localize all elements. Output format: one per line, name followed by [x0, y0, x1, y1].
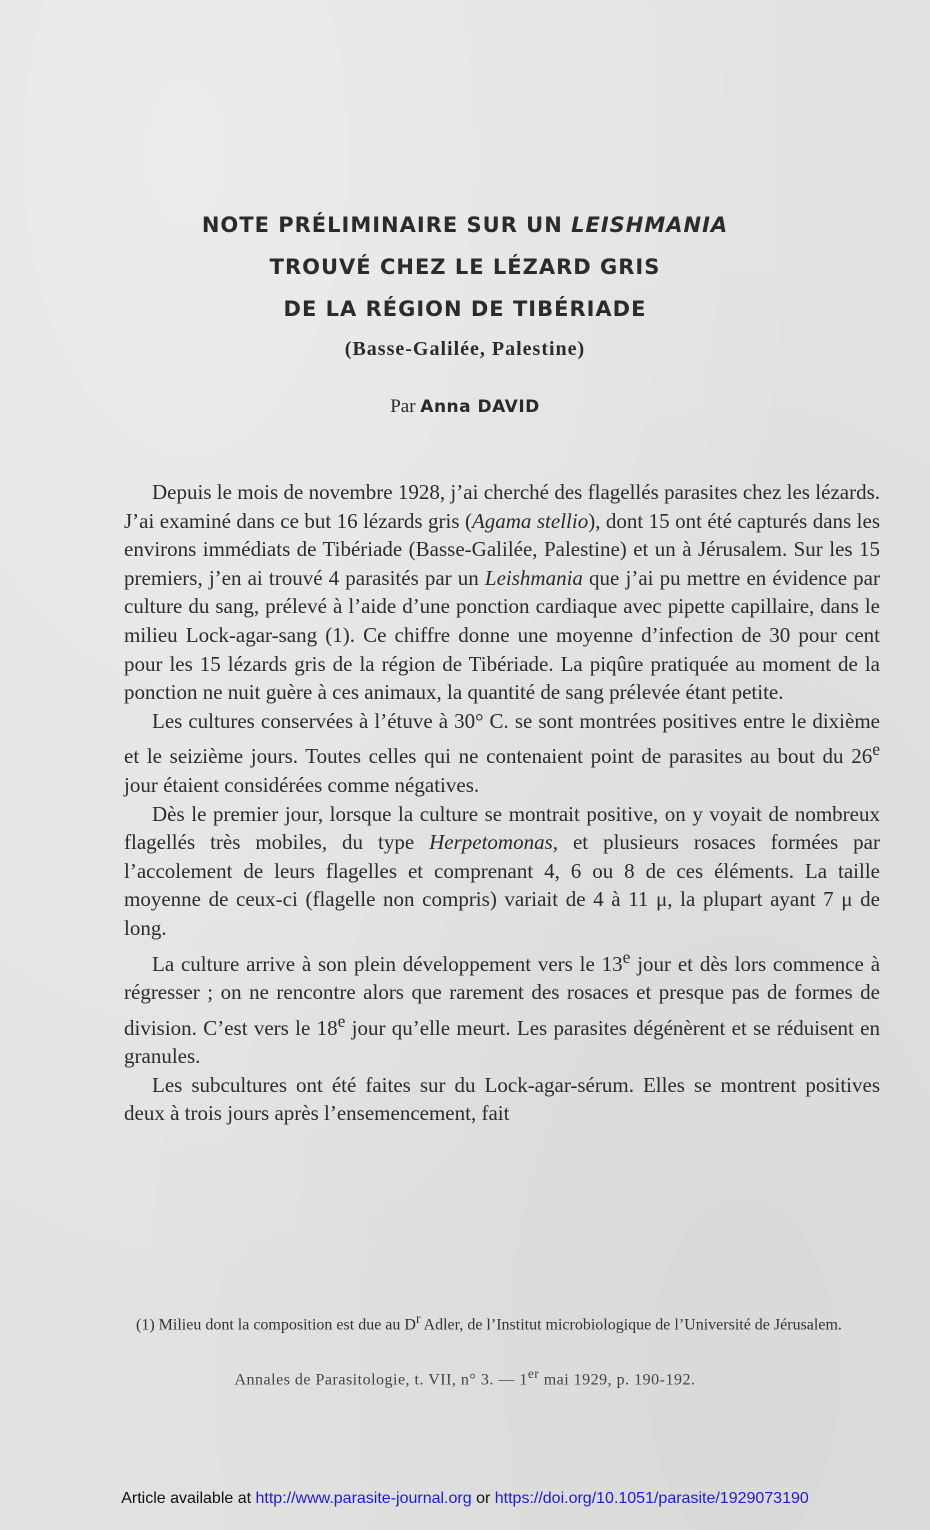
paragraph-5: Les subcultures ont été faites sur du Lock-agar-sérum. Elles se montrent positives deux à trois jours après l’ensemencement, fait: [124, 1072, 880, 1126]
availability-prefix: Article available at: [121, 1490, 256, 1507]
footnote-text: [120, 1310, 882, 1334]
journal-site-link[interactable]: http://www.parasite-journal.org: [255, 1490, 472, 1507]
paragraph-2: [124, 707, 880, 800]
title-line-1-text: NOTE PRÉLIMINAIRE SUR UN: [201, 213, 572, 237]
title-line-3: DE LA RÉGION DE TIBÉRIADE: [283, 297, 647, 321]
paragraph-4-part-b: jour et dès lors commence à régresser ; on ne rencontre alors que rarement des rosaces et presque pas de formes de division. C’est vers le 18: [124, 951, 881, 1040]
paragraph-3-part-a: Dès le premier jour, lorsque la culture se montrait positive, on y voyait de nombreux flagellés très mobiles, du type: [124, 801, 880, 855]
paragraph-2-part-b: jour étaient considérées comme négatives.: [124, 772, 480, 797]
article-title: [0, 204, 930, 364]
paragraph-4-part-a: La culture arrive à son plein développement vers le 13: [152, 951, 623, 976]
title-genus: LEISHMANIA: [571, 213, 729, 237]
footnote-part-a: (1) Milieu dont la composition est due au D: [136, 1316, 416, 1334]
paragraph-1-part-a: Depuis le mois de novembre 1928, j’ai cherché des flagellés parasites chez les lézards. J’ai examiné dans ce but 16 lézards gris (: [124, 480, 880, 533]
author-name: Anna DAVID: [420, 397, 540, 417]
footnote-part-b: Adler, de l’Institut microbiologique de l’Université de Jérusalem.: [420, 1316, 842, 1334]
availability-footer: [0, 1490, 930, 1508]
availability-or: or: [471, 1490, 495, 1507]
doi-link[interactable]: https://doi.org/10.1051/parasite/1929073190: [494, 1490, 809, 1507]
paragraph-1-part-b: ), dont 15 ont été capturés dans les environs immédiats de Tibériade (Basse-Galilée, Palestine) et un à Jérusalem. Sur les 15 premiers, j’en ai trouvé 4 parasités par un: [124, 508, 881, 590]
paragraph-4: [124, 943, 880, 1071]
author-prefix: Par: [390, 396, 421, 417]
title-line-1: [0, 204, 930, 246]
title-subtitle: (Basse-Galilée, Palestine): [344, 338, 586, 360]
superscript: e: [337, 1010, 346, 1031]
journal-ref-part-b: mai 1929, p. 190-192.: [539, 1371, 696, 1389]
paragraph-1: [124, 478, 880, 707]
journal-reference: [0, 1366, 930, 1389]
superscript: r: [415, 1311, 421, 1326]
paragraph-3: [124, 800, 880, 943]
author-line: [0, 396, 930, 418]
paragraph-4-part-c: jour qu’elle meurt. Les parasites dégénèrent et se réduisent en granules.: [124, 1015, 880, 1069]
genus-name-herpetomonas: Herpetomonas,: [429, 830, 559, 855]
paragraph-1-part-c: que j’ai pu mettre en évidence par culture du sang, prélevé à l’aide d’une ponction cardiaque avec pipette capillaire, dans le milieu Lock-agar-sang (1). Ce chiffre donne une moyenne d’infection de 30 pour cent pour les 15 lézards gris de la région de Tibériade. La piqûre pratiquée au moment de la ponction ne nuit guère à ces animaux, la quantité de sang prélevée étant petite.: [124, 565, 880, 705]
superscript: e: [872, 739, 880, 760]
genus-name: Leishmania: [484, 565, 583, 590]
body-text: [124, 478, 880, 1128]
superscript: e: [622, 946, 631, 967]
paragraph-3-part-b: et plusieurs rosaces formées par l’accolement de leurs flagelles et comprenant 4, 6 ou 8 de ces éléments. La taille moyenne de ceux-ci (flagelle non compris) variait de 4 à 11 μ, la plupart ayant 7 μ de long.: [124, 830, 880, 940]
journal-ref-part-a: Annales de Parasitologie, t. VII, n° 3. — 1: [234, 1371, 528, 1389]
species-name: Agama stellio: [471, 508, 589, 533]
paragraph-2-part-a: Les cultures conservées à l’étuve à 30° C. se sont montrées positives entre le dixième et le seizième jours. Toutes celles qui ne contenaient point de parasites au bout du 26: [124, 708, 880, 769]
footnote: [120, 1310, 882, 1334]
title-line-2: TROUVÉ CHEZ LE LÉZARD GRIS: [269, 255, 661, 279]
superscript: er: [527, 1366, 540, 1381]
